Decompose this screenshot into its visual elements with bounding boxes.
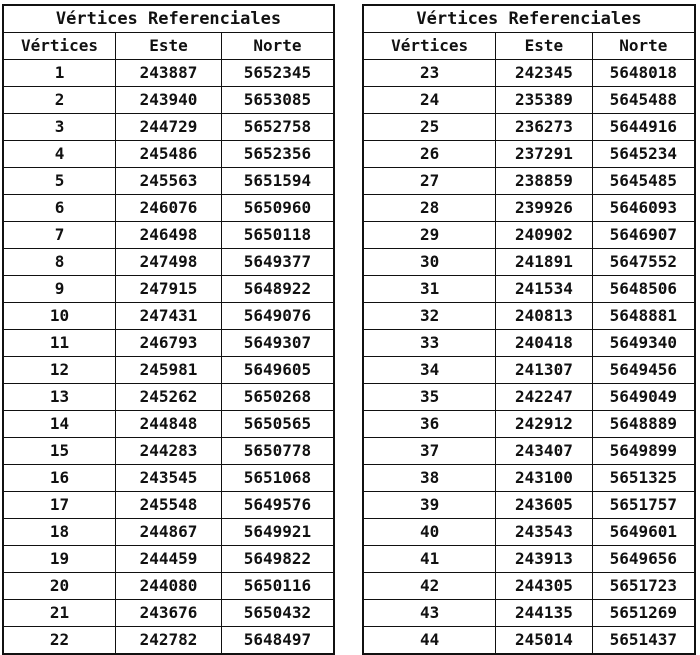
cell-vertex: 13	[3, 384, 116, 411]
column-header-vertices: Vértices	[3, 33, 116, 60]
cell-norte: 5646907	[592, 222, 695, 249]
cell-norte: 5653085	[221, 87, 334, 114]
cell-vertex: 9	[3, 276, 116, 303]
table-row	[363, 195, 695, 222]
cell-norte: 5648497	[221, 627, 334, 655]
cell-norte: 5650116	[221, 573, 334, 600]
cell-este: 246076	[116, 195, 222, 222]
table-row	[363, 492, 695, 519]
cell-vertex: 20	[3, 573, 116, 600]
cell-este: 245262	[116, 384, 222, 411]
cell-norte: 5648506	[592, 276, 695, 303]
cell-este: 238859	[496, 168, 592, 195]
cell-este: 243605	[496, 492, 592, 519]
cell-norte: 5651594	[221, 168, 334, 195]
cell-este: 247431	[116, 303, 222, 330]
cell-norte: 5651269	[592, 600, 695, 627]
cell-vertex: 37	[363, 438, 496, 465]
cell-norte: 5649822	[221, 546, 334, 573]
cell-vertex: 26	[363, 141, 496, 168]
cell-norte: 5650565	[221, 411, 334, 438]
cell-norte: 5650118	[221, 222, 334, 249]
table-row	[3, 492, 334, 519]
cell-norte: 5644916	[592, 114, 695, 141]
cell-vertex: 30	[363, 249, 496, 276]
cell-este: 243543	[496, 519, 592, 546]
cell-vertex: 14	[3, 411, 116, 438]
cell-este: 245486	[116, 141, 222, 168]
cell-este: 244135	[496, 600, 592, 627]
table-row	[3, 168, 334, 195]
cell-norte: 5646093	[592, 195, 695, 222]
table-row	[363, 141, 695, 168]
table-row	[363, 600, 695, 627]
table-row	[3, 276, 334, 303]
table-row	[3, 519, 334, 546]
cell-norte: 5647552	[592, 249, 695, 276]
cell-este: 245563	[116, 168, 222, 195]
cell-vertex: 44	[363, 627, 496, 655]
cell-norte: 5649576	[221, 492, 334, 519]
table-row	[363, 303, 695, 330]
cell-este: 247498	[116, 249, 222, 276]
cell-vertex: 41	[363, 546, 496, 573]
cell-vertex: 19	[3, 546, 116, 573]
cell-vertex: 12	[3, 357, 116, 384]
cell-vertex: 23	[363, 60, 496, 87]
cell-este: 244848	[116, 411, 222, 438]
column-header-este: Este	[116, 33, 222, 60]
cell-norte: 5651325	[592, 465, 695, 492]
cell-vertex: 25	[363, 114, 496, 141]
table-row	[363, 573, 695, 600]
cell-norte: 5649921	[221, 519, 334, 546]
table-row	[363, 330, 695, 357]
cell-norte: 5649656	[592, 546, 695, 573]
table-row	[3, 303, 334, 330]
table-row	[363, 60, 695, 87]
cell-este: 243545	[116, 465, 222, 492]
cell-norte: 5645234	[592, 141, 695, 168]
table-row	[3, 195, 334, 222]
cell-vertex: 7	[3, 222, 116, 249]
cell-vertex: 22	[3, 627, 116, 655]
cell-norte: 5645488	[592, 87, 695, 114]
cell-vertex: 6	[3, 195, 116, 222]
cell-vertex: 3	[3, 114, 116, 141]
cell-vertex: 2	[3, 87, 116, 114]
cell-este: 244283	[116, 438, 222, 465]
table-title-row	[3, 5, 334, 33]
cell-este: 241534	[496, 276, 592, 303]
cell-este: 243407	[496, 438, 592, 465]
table-row	[3, 357, 334, 384]
cell-norte: 5651437	[592, 627, 695, 655]
table-title-row	[363, 5, 695, 33]
cell-este: 243940	[116, 87, 222, 114]
column-header-este: Este	[496, 33, 592, 60]
cell-norte: 5648018	[592, 60, 695, 87]
table-row	[363, 87, 695, 114]
cell-norte: 5652345	[221, 60, 334, 87]
cell-vertex: 32	[363, 303, 496, 330]
cell-este: 242912	[496, 411, 592, 438]
table-row	[3, 330, 334, 357]
column-header-vertices: Vértices	[363, 33, 496, 60]
cell-este: 243676	[116, 600, 222, 627]
cell-este: 244729	[116, 114, 222, 141]
cell-vertex: 33	[363, 330, 496, 357]
table-body	[3, 60, 334, 655]
cell-vertex: 39	[363, 492, 496, 519]
table-header-row	[3, 33, 334, 60]
cell-norte: 5649601	[592, 519, 695, 546]
cell-este: 247915	[116, 276, 222, 303]
cell-este: 241891	[496, 249, 592, 276]
cell-vertex: 15	[3, 438, 116, 465]
table-title: Vértices Referenciales	[3, 5, 334, 33]
cell-norte: 5649456	[592, 357, 695, 384]
cell-norte: 5651723	[592, 573, 695, 600]
table-row	[3, 60, 334, 87]
cell-este: 240902	[496, 222, 592, 249]
cell-norte: 5649377	[221, 249, 334, 276]
table-header-row	[363, 33, 695, 60]
cell-vertex: 11	[3, 330, 116, 357]
cell-este: 243887	[116, 60, 222, 87]
cell-este: 240813	[496, 303, 592, 330]
cell-vertex: 31	[363, 276, 496, 303]
table-row	[363, 465, 695, 492]
cell-vertex: 16	[3, 465, 116, 492]
cell-este: 242345	[496, 60, 592, 87]
cell-este: 243913	[496, 546, 592, 573]
table-title: Vértices Referenciales	[363, 5, 695, 33]
cell-norte: 5650432	[221, 600, 334, 627]
table-row	[363, 168, 695, 195]
table-row	[3, 465, 334, 492]
cell-este: 235389	[496, 87, 592, 114]
cell-norte: 5649049	[592, 384, 695, 411]
table-row	[3, 384, 334, 411]
cell-norte: 5651068	[221, 465, 334, 492]
cell-vertex: 40	[363, 519, 496, 546]
cell-norte: 5651757	[592, 492, 695, 519]
column-header-norte: Norte	[592, 33, 695, 60]
cell-norte: 5648889	[592, 411, 695, 438]
cell-vertex: 29	[363, 222, 496, 249]
table-row	[3, 438, 334, 465]
table-row	[363, 519, 695, 546]
cell-norte: 5648881	[592, 303, 695, 330]
cell-norte: 5649076	[221, 303, 334, 330]
cell-vertex: 36	[363, 411, 496, 438]
cell-norte: 5650778	[221, 438, 334, 465]
cell-vertex: 28	[363, 195, 496, 222]
table-row	[3, 87, 334, 114]
table-row	[363, 384, 695, 411]
table-row	[363, 411, 695, 438]
table-row	[363, 357, 695, 384]
cell-este: 237291	[496, 141, 592, 168]
table-row	[3, 222, 334, 249]
table-row	[3, 411, 334, 438]
cell-este: 246498	[116, 222, 222, 249]
table-row	[363, 627, 695, 655]
table-body	[363, 60, 695, 655]
cell-vertex: 34	[363, 357, 496, 384]
column-header-norte: Norte	[221, 33, 334, 60]
cell-norte: 5652356	[221, 141, 334, 168]
cell-norte: 5649605	[221, 357, 334, 384]
cell-este: 242782	[116, 627, 222, 655]
cell-vertex: 18	[3, 519, 116, 546]
cell-norte: 5650268	[221, 384, 334, 411]
cell-vertex: 24	[363, 87, 496, 114]
table-row	[363, 438, 695, 465]
cell-este: 244305	[496, 573, 592, 600]
cell-vertex: 17	[3, 492, 116, 519]
table-row	[3, 114, 334, 141]
cell-vertex: 21	[3, 600, 116, 627]
cell-norte: 5649340	[592, 330, 695, 357]
table-row	[3, 141, 334, 168]
cell-este: 244459	[116, 546, 222, 573]
cell-este: 246793	[116, 330, 222, 357]
table-row	[3, 627, 334, 655]
cell-vertex: 42	[363, 573, 496, 600]
cell-vertex: 27	[363, 168, 496, 195]
cell-norte: 5648922	[221, 276, 334, 303]
cell-este: 242247	[496, 384, 592, 411]
cell-vertex: 5	[3, 168, 116, 195]
table-row	[3, 546, 334, 573]
cell-norte: 5650960	[221, 195, 334, 222]
cell-este: 239926	[496, 195, 592, 222]
cell-este: 244080	[116, 573, 222, 600]
cell-vertex: 8	[3, 249, 116, 276]
cell-vertex: 38	[363, 465, 496, 492]
table-row	[3, 600, 334, 627]
vertices-table-right	[362, 4, 696, 655]
table-row	[363, 276, 695, 303]
cell-norte: 5645485	[592, 168, 695, 195]
cell-norte: 5652758	[221, 114, 334, 141]
cell-este: 245014	[496, 627, 592, 655]
cell-norte: 5649307	[221, 330, 334, 357]
cell-vertex: 10	[3, 303, 116, 330]
table-row	[3, 573, 334, 600]
vertices-table-left	[2, 4, 335, 655]
cell-vertex: 1	[3, 60, 116, 87]
cell-vertex: 43	[363, 600, 496, 627]
cell-este: 245548	[116, 492, 222, 519]
cell-este: 243100	[496, 465, 592, 492]
table-row	[363, 114, 695, 141]
cell-vertex: 35	[363, 384, 496, 411]
cell-vertex: 4	[3, 141, 116, 168]
cell-este: 241307	[496, 357, 592, 384]
cell-este: 244867	[116, 519, 222, 546]
table-row	[363, 222, 695, 249]
cell-este: 240418	[496, 330, 592, 357]
table-row	[363, 546, 695, 573]
table-row	[3, 249, 334, 276]
cell-este: 245981	[116, 357, 222, 384]
table-row	[363, 249, 695, 276]
cell-este: 236273	[496, 114, 592, 141]
cell-norte: 5649899	[592, 438, 695, 465]
